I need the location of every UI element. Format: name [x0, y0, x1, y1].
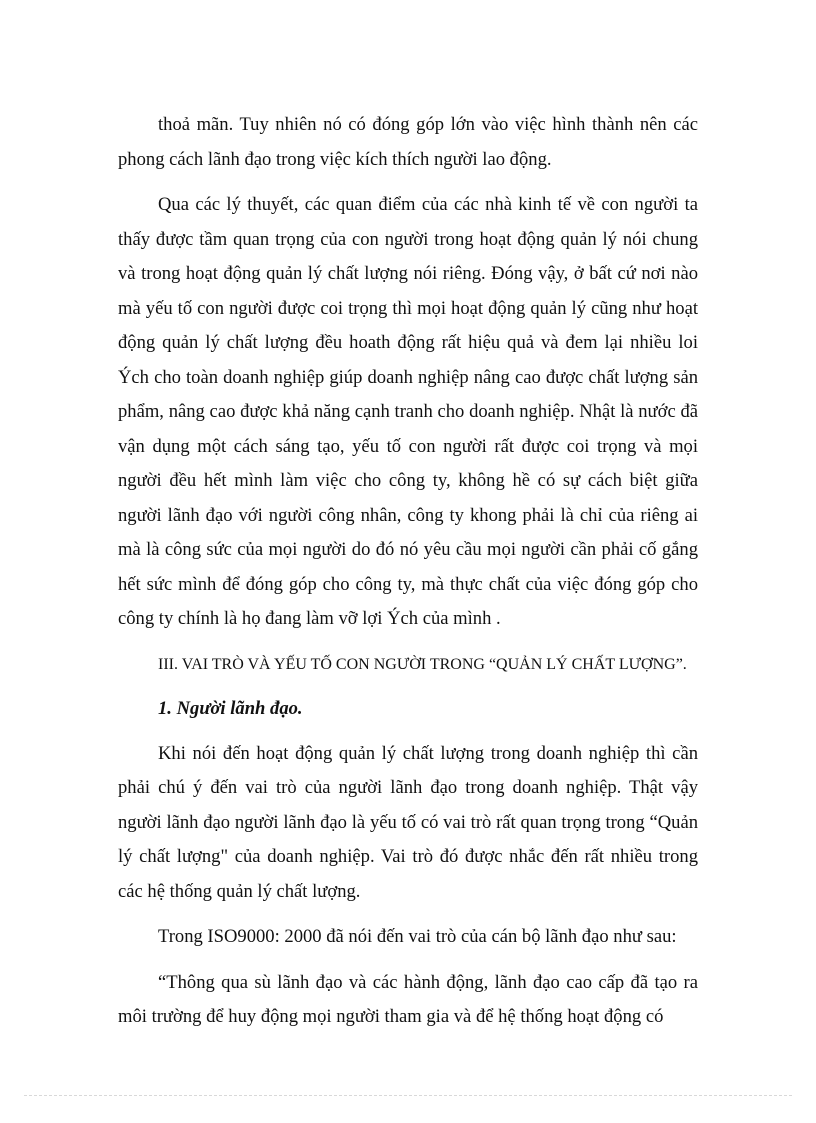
section-heading: III. VAI TRÒ VÀ YẾU TỐ CON NGƯỜI TRONG “QUẢN LÝ CHẤT LƯỢNG”. [158, 655, 687, 673]
document-page [118, 108, 698, 1046]
paragraph-iso: Trong ISO9000: 2000 đã nói đến vai trò của cán bộ lãnh đạo như sau: [158, 926, 677, 947]
paragraph-leader-role: Khi nói đến hoạt động quản lý chất lượng trong doanh nghiệp thì cần phải chú ý đến vai trò của người lãnh đạo trong doanh nghiệp. Thật vậy người lãnh đạo người lãnh đạo là yếu tố có vai trò rất quan trọng trong “Quản lý chất lượng" của doanh nghiệp. Vai trò đó được nhắc đến rất nhiều trong các hệ thống quản lý chất lượng. [118, 742, 698, 902]
paragraph-intro: thoả mãn. Tuy nhiên nó có đóng góp lớn vào việc hình thành nên các phong cách lãnh đạo trong việc kích thích người lao động. [118, 114, 698, 170]
page-bottom-divider [24, 1095, 792, 1096]
paragraph-quote: “Thông qua sù lãnh đạo và các hành động, lãnh đạo cao cấp đã tạo ra môi trường để huy động mọi người tham gia và để hệ thống hoạt động có [118, 971, 698, 1027]
paragraph-theories: Qua các lý thuyết, các quan điểm của các nhà kinh tế về con người ta thấy được tầm quan trọng của con người trong hoạt động quản lý nói chung và trong hoạt động quản lý chất lượng nói riêng. Đóng vậy, ở bất cứ nơi nào mà yếu tố con người được coi trọng thì mọi hoạt động quản lý cũng như hoạt động quản lý chất lượng đều hoath động rất hiệu quả và đem lại nhiều loi Ých cho toàn doanh nghiệp giúp doanh nghiệp nâng cao được chất lượng sản phẩm, nâng cao được khả năng cạnh tranh cho doanh nghiệp. Nhật là nước đã vận dụng một cách sáng tạo, yếu tố con người rất được coi trọng và mọi người đều hết mình làm việc cho công ty, không hề có sự cách biệt giữa người lãnh đạo với người công nhân, công ty khong phải là chỉ của riêng ai mà là công sức của mọi người do đó nó yêu cầu mọi người cần phải cố gắng hết sức mình để đóng góp cho công ty, mà thực chất của việc đóng góp cho công ty chính là họ đang làm vỡ lợi Ých của mình . [118, 194, 698, 629]
subsection-heading: 1. Người lãnh đạo. [158, 698, 303, 719]
